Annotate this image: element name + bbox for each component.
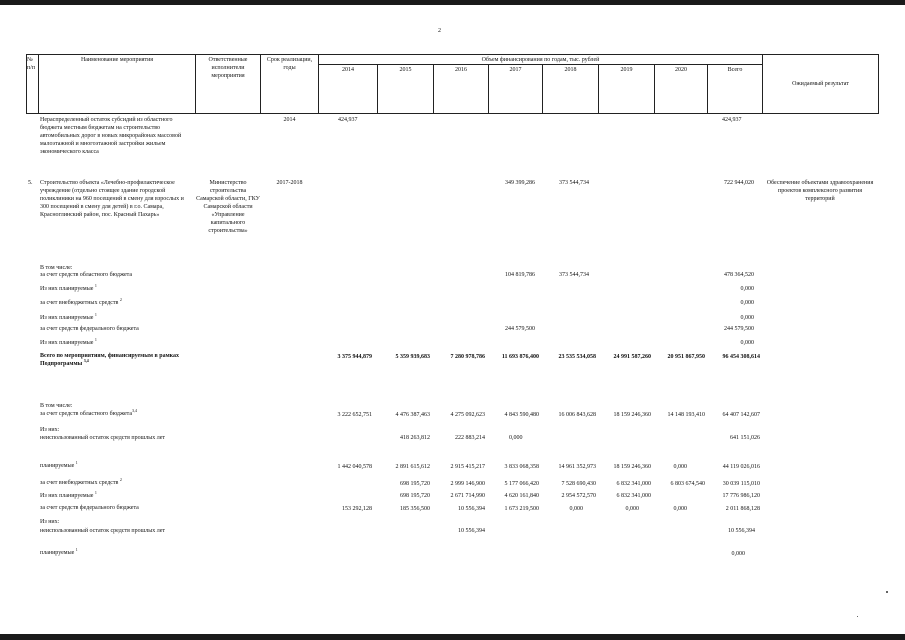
row-result: Обеспечение объектами здравоохранения проектов комплексного развития территорий xyxy=(766,180,874,202)
summary-value: 1 442 040,578 xyxy=(337,464,372,470)
summary-label: планируемые $^1$ xyxy=(40,460,78,469)
summary-value: 6 832 341,000 xyxy=(616,481,651,487)
summary-value: 185 356,500 xyxy=(400,506,430,512)
summary-value: 10 556,394 xyxy=(458,506,485,512)
summary-label: Из них: xyxy=(40,427,60,433)
detail-label: В том числе: xyxy=(40,265,73,271)
total-label: Всего по мероприятиям, финансируемым в рамках Подпрограммы $^{3,4}$ xyxy=(40,353,180,367)
header-result: Ожидаемый результат xyxy=(792,81,849,87)
total-value: 96 454 308,614 xyxy=(722,354,760,360)
summary-value: 6 832 341,000 xyxy=(616,493,651,499)
summary-value: 44 119 026,016 xyxy=(722,464,760,470)
scan-top-border xyxy=(0,0,905,5)
summary-value: 418 263,812 xyxy=(400,435,430,441)
summary-value: 7 528 690,430 xyxy=(561,481,596,487)
total-value: 24 991 587,260 xyxy=(613,354,651,360)
summary-label: неиспользованный остаток средств прошлых лет xyxy=(40,528,166,534)
summary-value: 2 999 146,900 xyxy=(450,481,485,487)
summary-value: 2 954 572,570 xyxy=(561,493,596,499)
summary-value: 10 556,394 xyxy=(458,528,485,534)
header-year: 2018 xyxy=(564,67,577,73)
row-value-2014: 424,937 xyxy=(338,117,358,123)
detail-value-2017: 104 819,786 xyxy=(505,272,535,278)
detail-label: Из них планируемые $^1$ xyxy=(40,283,97,292)
summary-label: неиспользованный остаток средств прошлых лет xyxy=(40,435,166,441)
detail-total: 0,000 xyxy=(740,340,754,346)
detail-total: 0,000 xyxy=(740,315,754,321)
col-line xyxy=(878,54,879,114)
total-value: 23 535 534,058 xyxy=(558,354,596,360)
summary-value: 3 222 652,751 xyxy=(337,412,372,418)
summary-label: за счет внебюджетных средств $^2$ xyxy=(40,477,122,486)
summary-label: за счет средств федерального бюджета xyxy=(40,505,139,511)
header-year: 2017 xyxy=(509,67,522,73)
summary-value: 0,000 xyxy=(673,464,687,470)
summary-value: 2 671 714,990 xyxy=(450,493,485,499)
header-name: Наименование мероприятия xyxy=(80,57,154,63)
summary-label: Из них планируемые $^1$ xyxy=(40,490,97,499)
detail-total: 244 579,500 xyxy=(724,326,754,332)
summary-value: 14 148 193,410 xyxy=(667,412,705,418)
summary-value: 0,000 xyxy=(731,551,745,557)
summary-value: 64 407 142,607 xyxy=(722,412,760,418)
summary-value: 0,000 xyxy=(673,506,687,512)
detail-label: за счет внебюджетных средств $^2$ xyxy=(40,297,122,306)
total-value: 5 359 939,683 xyxy=(395,354,430,360)
header-year: 2019 xyxy=(620,67,633,73)
row-name: Строительство объекта «Лечебно-профилактическое учреждение (отдельно стоящее здание городской поликлиники на 960 посещений в смену для взрослых и 300 посещений в смену для детей) в г.о. Самара, Красноглинский район, пос. Красный Пахарь» xyxy=(40,180,184,218)
summary-value: 222 883,214 xyxy=(455,435,485,441)
summary-value: 2 891 615,612 xyxy=(395,464,430,470)
summary-value: 698 195,720 xyxy=(400,493,430,499)
detail-total: 0,000 xyxy=(740,300,754,306)
detail-total: 478 364,520 xyxy=(724,272,754,278)
summary-value: 0,000 xyxy=(569,506,583,512)
header-funding: Объем финансирования по годам, тыс. рублей xyxy=(481,57,600,63)
row-responsible: Министерство строительства Самарской области, ГКУ Самарской области «Управление капитального строительства» xyxy=(196,180,260,234)
summary-label: Из них: xyxy=(40,519,60,525)
summary-value: 4 476 387,463 xyxy=(395,412,430,418)
summary-value: 14 961 352,973 xyxy=(558,464,596,470)
row-num: 5. xyxy=(28,180,33,186)
col-line xyxy=(195,54,196,114)
summary-label: за счет средств областного бюджета$^{3,4}$ xyxy=(40,408,138,417)
header-year: 2016 xyxy=(455,67,467,73)
summary-value: 0,000 xyxy=(625,506,639,512)
detail-label: Из них планируемые $^1$ xyxy=(40,337,97,346)
scan-speck xyxy=(886,591,888,593)
summary-value: 0,000 xyxy=(509,435,523,441)
row-total: 722 944,020 xyxy=(724,180,754,186)
header-total: Всего xyxy=(727,67,743,73)
header-term: Срок реализации, годы xyxy=(266,57,313,71)
row-value-2018: 373 544,734 xyxy=(559,180,589,186)
row-term: 2014 xyxy=(283,117,296,123)
summary-value: 17 776 986,120 xyxy=(722,493,760,499)
summary-value: 153 292,128 xyxy=(342,506,372,512)
summary-value: 5 177 066,420 xyxy=(504,481,539,487)
detail-label: Из них планируемые $^1$ xyxy=(40,312,97,321)
detail-total: 0,000 xyxy=(740,286,754,292)
header-responsible: Ответственные исполнители мероприятия xyxy=(208,57,248,79)
header-bottom-line xyxy=(26,113,879,114)
detail-label: за счет средств областного бюджета xyxy=(40,272,133,278)
row-total: 424,937 xyxy=(722,117,742,123)
summary-label: В том числе: xyxy=(40,403,73,409)
summary-value: 18 159 246,360 xyxy=(613,464,651,470)
summary-value: 30 039 115,010 xyxy=(722,481,760,487)
summary-value: 16 006 843,628 xyxy=(558,412,596,418)
summary-value: 3 833 068,358 xyxy=(504,464,539,470)
detail-value-2017: 244 579,500 xyxy=(505,326,535,332)
header-mid-line xyxy=(318,64,762,65)
summary-value: 18 159 246,360 xyxy=(613,412,651,418)
summary-value: 4 275 092,623 xyxy=(450,412,485,418)
summary-value: 4 843 590,480 xyxy=(504,412,539,418)
row-name: Нераспределенный остаток субсидий из областного бюджета местным бюджетам на строительство автомобильных дорог в новых микрорайонах массовой малоэтажной и многоэтажной застройки жильем экономического класса xyxy=(40,117,182,155)
page-number: 2 xyxy=(438,28,441,34)
detail-label: за счет средств федерального бюджета xyxy=(40,326,139,332)
header-top-line xyxy=(26,54,879,55)
summary-value: 2 011 868,128 xyxy=(725,506,760,512)
summary-value: 4 620 161,840 xyxy=(504,493,539,499)
summary-label: планируемые $^1$ xyxy=(40,547,78,556)
summary-value: 2 915 415,217 xyxy=(450,464,485,470)
summary-value: 10 556,394 xyxy=(728,528,755,534)
header-year: 2015 xyxy=(399,67,412,73)
header-year: 2020 xyxy=(675,67,687,73)
summary-value: 1 673 219,500 xyxy=(504,506,539,512)
total-value: 3 375 944,879 xyxy=(337,354,372,360)
col-line xyxy=(38,54,39,114)
summary-value: 6 803 674,540 xyxy=(670,481,705,487)
summary-value: 698 195,720 xyxy=(400,481,430,487)
total-value: 7 280 978,786 xyxy=(450,354,485,360)
total-value: 11 693 876,400 xyxy=(501,354,539,360)
header-year: 2014 xyxy=(342,67,354,73)
scan-bottom-border xyxy=(0,634,905,640)
detail-value-2018: 373 544,734 xyxy=(559,272,589,278)
header-num: № п/п xyxy=(27,57,36,71)
row-term: 2017-2018 xyxy=(276,180,303,186)
row-value-2017: 349 399,286 xyxy=(505,180,535,186)
summary-value: 641 151,026 xyxy=(730,435,760,441)
total-value: 20 951 867,950 xyxy=(667,354,705,360)
scan-speck xyxy=(857,616,858,617)
